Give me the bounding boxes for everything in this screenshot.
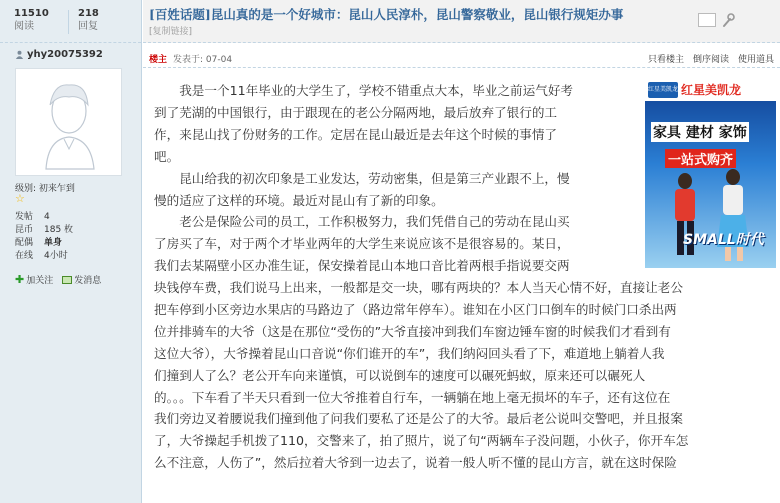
post-body-wide: [154, 277, 776, 474]
thread-title-bar: [143, 0, 780, 43]
info-value: 4: [44, 212, 50, 222]
post-line: 老公是保险公司的员工，工作积极努力，我们凭借自己的劳动在昆山买: [154, 214, 570, 230]
level-star-icon: ☆: [15, 192, 25, 205]
stats-divider: [68, 10, 69, 34]
post-line: 这位大爷），大爷操着昆山口音说“你们谁开的车”，我们纳闷回头看了下，难道地上躺着人我: [154, 345, 665, 361]
select-checkbox[interactable]: [698, 13, 716, 27]
post-line: 我们旁边叉着腰说我们撞到他了问我们要私了还是公了的大爷。最后老公说叫交警吧，并且报案: [154, 411, 683, 427]
info-row: [15, 211, 73, 224]
user-info: [15, 211, 73, 263]
post-line: 块钱停车费，我们说马上出来，一般都是交一块，哪有两块的？本人当天心情不好，直接让老公: [154, 280, 683, 295]
post-line: 昆山给我的初次印象是工业发达，劳动密集，但是第三产业跟不上，慢: [154, 170, 570, 186]
replies-count: 218: [78, 8, 99, 19]
avatar-silhouette-icon: [16, 69, 122, 176]
info-key: 在线: [15, 251, 34, 261]
info-key: 发帖: [15, 212, 34, 222]
post-line: 们撞到人了么？老公开车向来谨慎，可以说倒车的速度可以碾死蚂蚁，原来还可以碾死人: [154, 367, 646, 383]
user-actions: [15, 273, 101, 286]
ad-mall-text: SMALL时代: [683, 232, 764, 248]
post-line: 吧。: [154, 148, 180, 164]
post-meta-bar: [143, 46, 780, 68]
only-author-link[interactable]: 只看楼主: [647, 55, 684, 65]
user-icon: [15, 50, 24, 59]
post-line: 把车停到小区旁边水果店的马路边了（路边常年停车）。谁知在小区门口倒车的时候门口杀出两: [154, 301, 677, 317]
info-row: [15, 237, 73, 250]
ad-slogan-2: 一站式购齐: [665, 149, 736, 168]
author-tag: 楼主: [149, 55, 168, 65]
reverse-order-link[interactable]: 倒序阅读: [692, 55, 729, 65]
ad-brand: 红星美凯龙: [681, 83, 742, 97]
message-label: 发消息: [74, 276, 102, 286]
thread-title[interactable]: [百姓话题]昆山真的是一个好城市：昆山人民淳朴，昆山警察敬业，昆山银行规矩办事: [149, 7, 624, 22]
info-row: [15, 250, 73, 263]
thread-stats: [0, 0, 141, 43]
post-line: 慢的适应了这样的环境。最近对昆山有了新的印象。: [154, 192, 444, 208]
message-button[interactable]: [62, 273, 101, 286]
replies-label: 回复: [78, 21, 98, 32]
info-key: 昆币: [15, 225, 34, 235]
post-line: 了房买了车，对于两个才毕业两年的大学生来说应该不是很容易的。某日，: [154, 236, 570, 252]
post-line: 作，来昆山找了份财务的工作。定居在昆山最近是去年这个时候的事情了: [154, 126, 557, 142]
info-value: 4小时: [44, 251, 68, 261]
post-line: 么不注意，人伤了”，然后拉着大爷到一边去了，说着一般人听不懂的昆山方言，就在这时保险: [154, 455, 677, 471]
username-row[interactable]: [15, 49, 103, 60]
avatar[interactable]: [15, 68, 122, 176]
info-key: 配偶: [15, 238, 34, 248]
views-count: 11510: [14, 8, 49, 19]
replies-stat: [78, 8, 99, 33]
post-line: 了，大爷操起手机拨了110，交警来了，拍了照片，说了句“两辆车子没问题，小伙子，你开车怎: [154, 433, 689, 449]
ad-slogan-1: 家具 建材 家饰: [651, 122, 749, 142]
envelope-icon: [62, 276, 72, 284]
ad-banner[interactable]: [645, 79, 776, 268]
ad-people-image: [645, 167, 776, 268]
plus-icon: ✚: [15, 272, 25, 286]
post-line: 我是一个11年毕业的大学生了，学校不错重点大本，毕业之前运气好考: [154, 83, 574, 98]
follow-label: 加关注: [26, 276, 54, 286]
user-level: 级别: 初来乍到: [15, 184, 75, 194]
views-label: 阅读: [14, 21, 34, 32]
post-line: 的。。。下车看了半天只看到一位大爷推着自行车，一辆躺在地上毫无损坏的车子，还有这位在: [154, 389, 671, 405]
use-item-link[interactable]: 使用道具: [737, 55, 774, 65]
post-line: 到了芜湖的中国银行，由于跟现在的老公分隔两地，最后放弃了银行的工: [154, 104, 557, 120]
follow-button[interactable]: [15, 273, 53, 286]
ad-logo: 红星美凯龙: [648, 82, 678, 98]
copy-link-button[interactable]: [复制链接]: [149, 27, 193, 37]
post-tools: [648, 52, 774, 65]
info-row: [15, 224, 73, 237]
wrench-icon[interactable]: [721, 12, 735, 28]
views-stat: [14, 8, 49, 33]
post-line: 位并排骑车的大爷（这是在那位“受伤的”大爷直接冲到我们车窗边锤车窗的时候我们才看到有: [154, 323, 671, 339]
post-body-narrow: [154, 80, 640, 277]
user-sidebar: [0, 0, 142, 503]
post-time: 发表于: 07-04: [173, 55, 233, 65]
info-value: 185 枚: [44, 225, 74, 235]
username[interactable]: yhy20075392: [27, 49, 103, 60]
post-line: 我们去某隔壁小区办准生证，保安操着昆山本地口音比着两根手指说要交两: [154, 258, 570, 274]
info-value: 单身: [44, 238, 63, 248]
